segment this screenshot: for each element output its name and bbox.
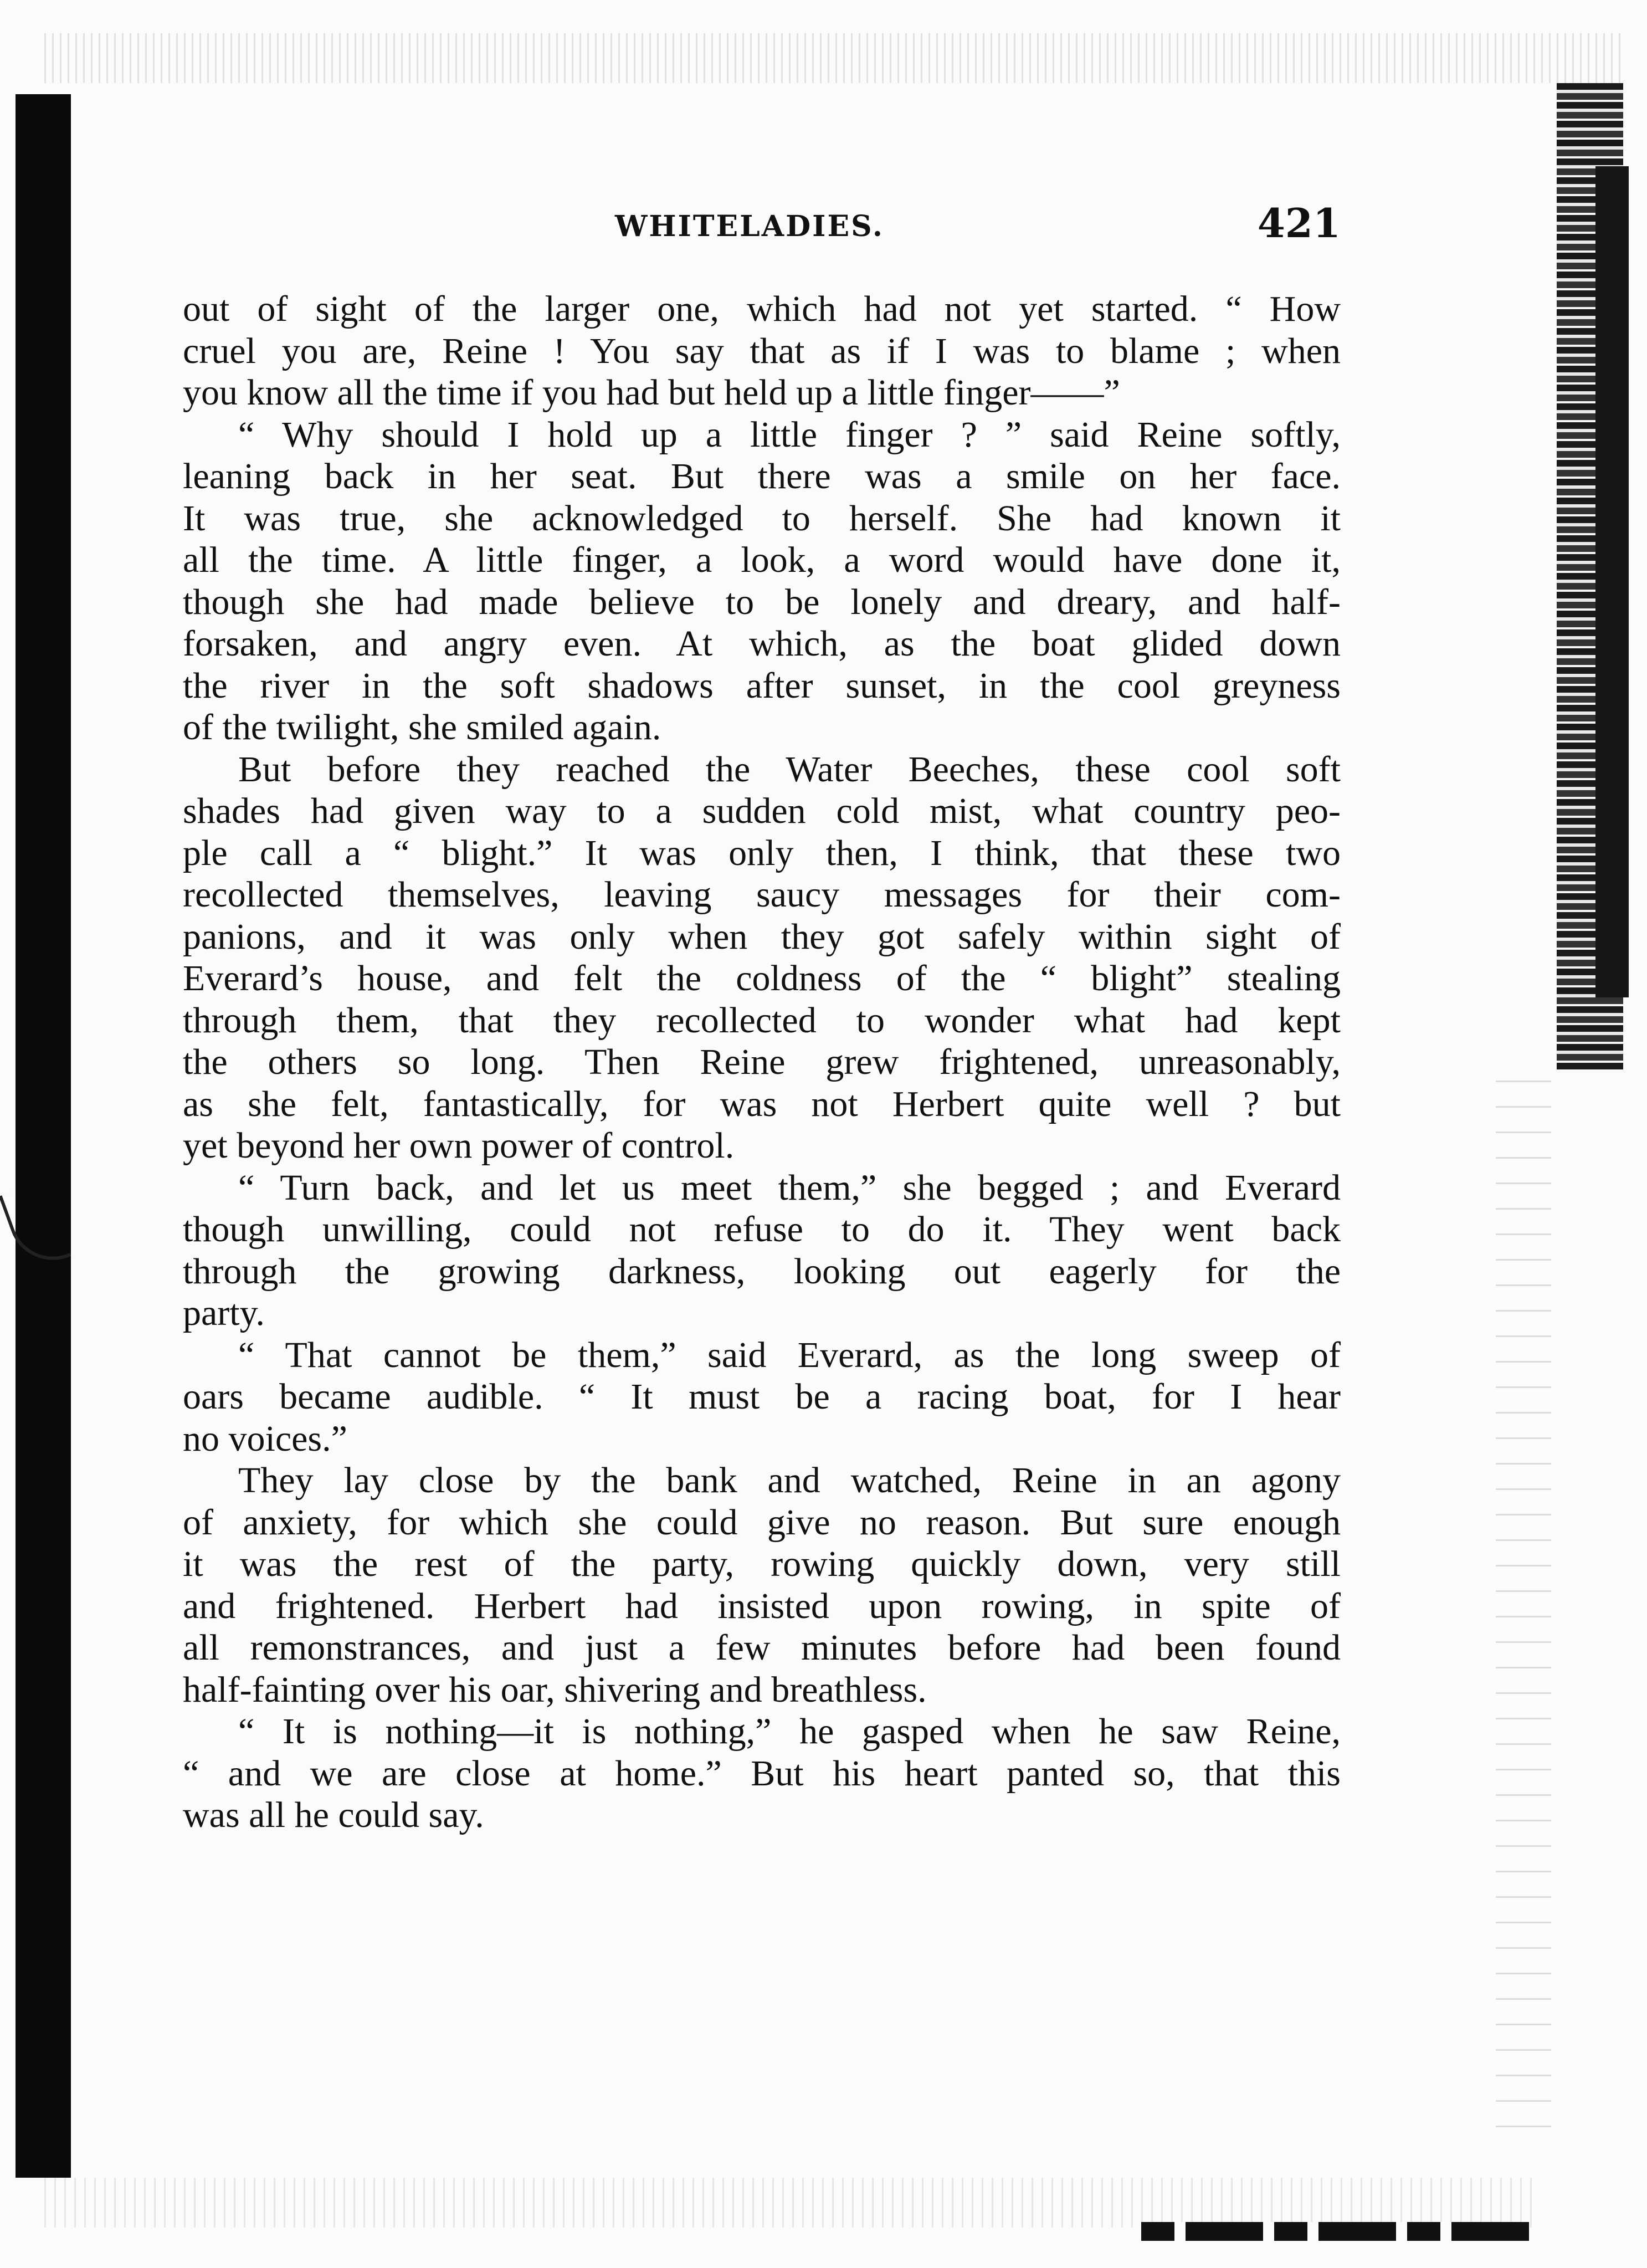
text-line: cruel you are, Reine ! You say that as if I was to blame ; when	[183, 330, 1341, 371]
page-number: 421	[1257, 199, 1341, 247]
paragraph	[183, 1167, 1341, 1334]
text-line: all remonstrances, and just a few minutes before had been found	[183, 1627, 1341, 1668]
text-line: party.	[183, 1293, 265, 1333]
text-line: of anxiety, for which she could give no reason. But sure enough	[183, 1502, 1341, 1543]
text-line: as she felt, fantastically, for was not Herbert quite well ? but	[183, 1083, 1341, 1124]
paragraph	[183, 414, 1341, 749]
text-line: all the time. A little finger, a look, a word would have done it,	[183, 540, 1341, 580]
text-line: “ Turn back, and let us meet them,” she begged ; and Everard	[238, 1167, 1341, 1208]
text-line: leaning back in her seat. But there was a smile on her face.	[183, 456, 1341, 496]
text-line: was all he could say.	[183, 1795, 484, 1835]
text-line: it was the rest of the party, rowing quickly down, very still	[183, 1544, 1341, 1584]
text-line: But before they reached the Water Beeches, these cool soft	[238, 749, 1341, 790]
paragraph	[183, 1460, 1341, 1711]
paragraph	[183, 1334, 1341, 1460]
text-line: “ It is nothing—it is nothing,” he gasped when he saw Reine,	[238, 1711, 1341, 1752]
text-line: out of sight of the larger one, which had not yet started. “ How	[183, 289, 1341, 329]
text-line: of the twilight, she smiled again.	[183, 707, 661, 748]
text-line: though she had made believe to be lonely and dreary, and half-	[183, 581, 1341, 622]
text-line: shades had given way to a sudden cold mist, what country peo-	[183, 791, 1341, 831]
text-line: panions, and it was only when they got safely within sight of	[183, 916, 1341, 957]
text-line: through the growing darkness, looking out eagerly for the	[183, 1251, 1341, 1292]
text-line: “ That cannot be them,” said Everard, as the long sweep of	[238, 1334, 1341, 1375]
scan-noise-bottom	[44, 2178, 1540, 2228]
text-line: forsaken, and angry even. At which, as the boat glided down	[183, 623, 1341, 664]
scan-marks-bottom	[1141, 2222, 1529, 2241]
running-head	[183, 199, 1341, 249]
running-title: WHITELADIES.	[615, 209, 884, 243]
page-edge-right-dark	[1595, 166, 1629, 997]
text-line: recollected themselves, leaving saucy messages for their com-	[183, 874, 1341, 915]
text-line: through them, that they recollected to wonder what had kept	[183, 1000, 1341, 1041]
binding-shadow-left	[16, 94, 71, 2178]
text-line: oars became audible. “ It must be a racing boat, for I hear	[183, 1376, 1341, 1417]
text-line: no voices.”	[183, 1418, 347, 1459]
text-line: half-fainting over his oar, shivering and breathless.	[183, 1669, 927, 1710]
text-line: the river in the soft shadows after sunset, in the cool greyness	[183, 665, 1341, 706]
scan-noise-right	[1496, 1081, 1551, 2133]
text-line: Everard’s house, and felt the coldness of the “ blight” stealing	[183, 958, 1341, 999]
text-line: “ Why should I hold up a little finger ? ” said Reine softly,	[238, 414, 1341, 455]
text-line: though unwilling, could not refuse to do it. They went back	[183, 1209, 1341, 1250]
text-line: “ and we are close at home.” But his heart panted so, that this	[183, 1753, 1341, 1794]
text-line: and frightened. Herbert had insisted upon rowing, in spite of	[183, 1585, 1341, 1626]
text-line: you know all the time if you had but held up a little finger——”	[183, 372, 1120, 413]
text-line: yet beyond her own power of control.	[183, 1125, 735, 1166]
body-text	[183, 288, 1341, 1836]
text-line: It was true, she acknowledged to herself. She had known it	[183, 498, 1341, 539]
text-line: the others so long. Then Reine grew frightened, unreasonably,	[183, 1042, 1341, 1082]
paragraph	[183, 1711, 1341, 1836]
scan-noise-top	[44, 33, 1623, 83]
paragraph	[183, 288, 1341, 414]
text-line: They lay close by the bank and watched, Reine in an agony	[238, 1460, 1341, 1501]
paragraph	[183, 749, 1341, 1167]
text-line: ple call a “ blight.” It was only then, I think, that these two	[183, 832, 1341, 873]
